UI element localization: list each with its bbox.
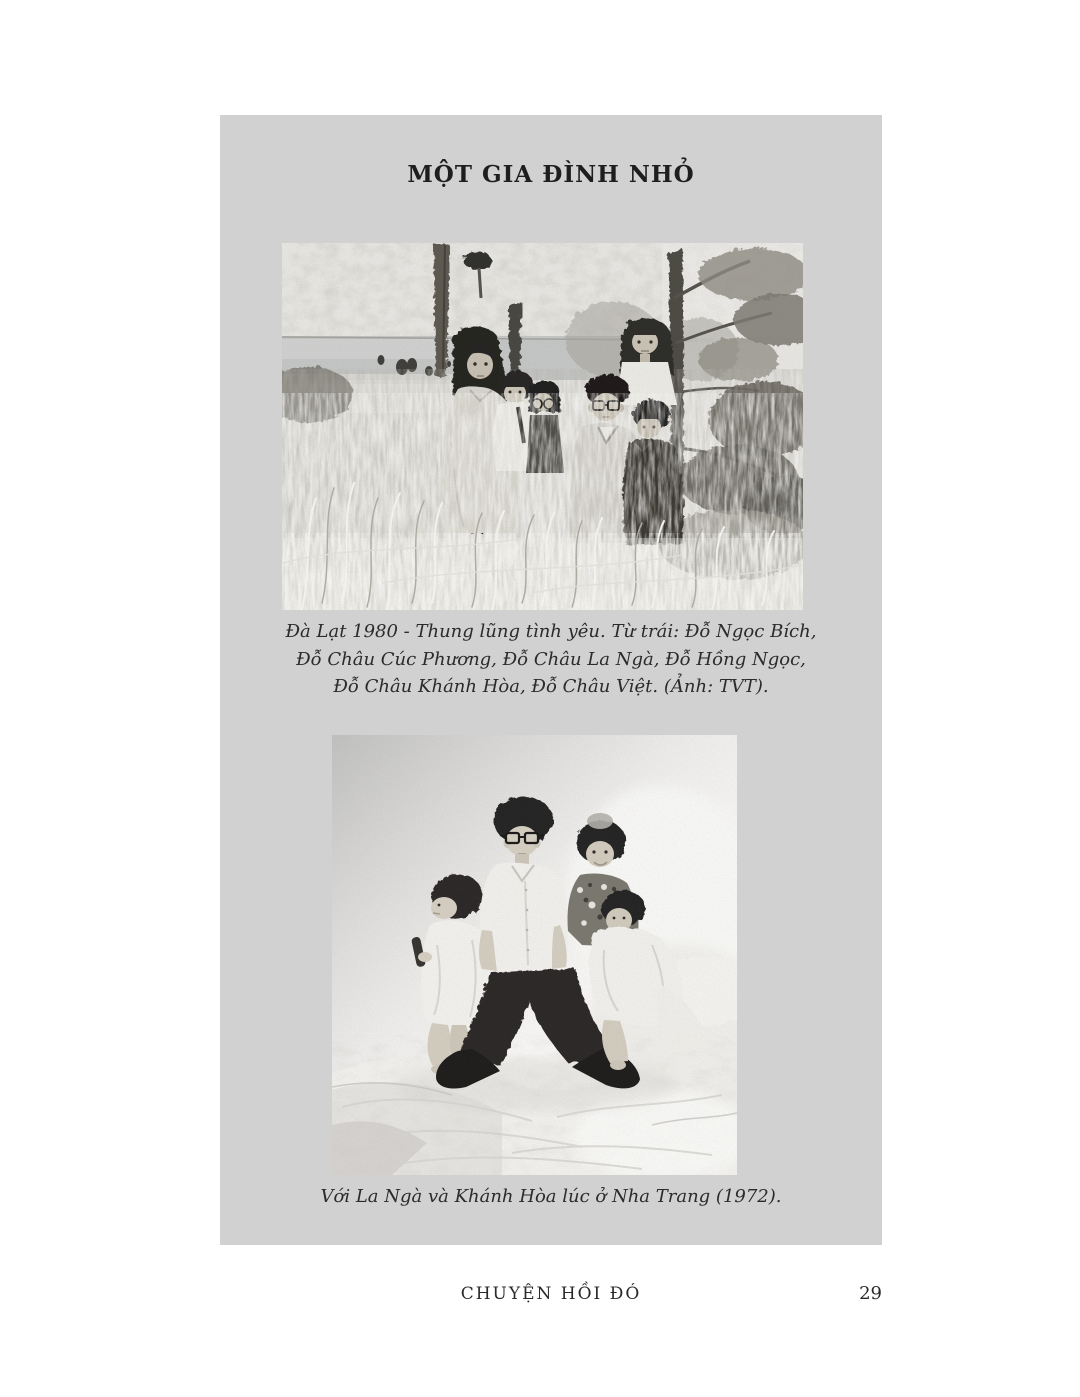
nha-trang-photo-illustration (332, 735, 737, 1175)
dalat-family-photo (282, 243, 803, 610)
nha-trang-family-photo (332, 735, 737, 1175)
photo-caption-dalat (220, 618, 882, 701)
page-footer (220, 1282, 882, 1308)
photo-caption-nha-trang (220, 1183, 882, 1211)
caption-line: Đỗ Châu Cúc Phương, Đỗ Châu La Ngà, Đỗ Hồng Ngọc, (296, 648, 806, 670)
page-number: 29 (859, 1283, 882, 1304)
caption-line: Đà Lạt 1980 - Thung lũng tình yêu. Từ trái: Đỗ Ngọc Bích, (285, 621, 817, 642)
caption-line: Đỗ Châu Khánh Hòa, Đỗ Châu Việt. (Ảnh: TVT). (333, 676, 769, 697)
chapter-title: MỘT GIA ĐÌNH NHỎ (407, 161, 695, 188)
dalat-photo-illustration (282, 243, 803, 610)
page-content-area (220, 115, 882, 1245)
caption-line: Với La Ngà và Khánh Hòa lúc ở Nha Trang (1972). (320, 1186, 782, 1207)
running-title: CHUYỆN HỒI ĐÓ (460, 1284, 642, 1304)
